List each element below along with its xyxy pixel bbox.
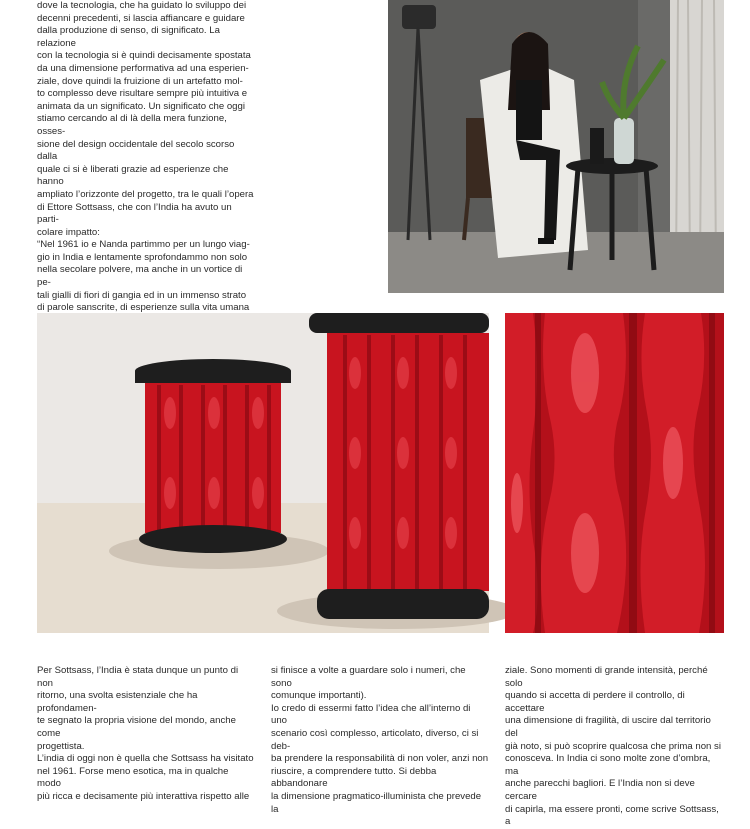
photo-closeup-illustration [505,313,724,633]
article-text-top: dove la tecnologia, che ha guidato lo sviluppo dei decenni precedenti, si lascia affiancare e guidare dalla produzione di senso, di significato. La relazione con la tecnologia si è quindi decisamente spostata da una dimensione performativa ad una esperien- ziale, dove quindi la fruizione di un artefatto mol- to complesso deve risultare sempre più intuitiva e animata da un significato. Un significato che oggi stiamo cercando al di là della mera funzione, osses- sione del design occidentale del secolo scorso dalla quale ci si è liberati grazie ad esperienze che hanno ampliato l’orizzonte del progetto, tra le quali l’opera di Ettore Sottsass, che con l’India ha avuto un parti- colare impatto: “Nel 1961 io e Nanda partimmo per un lungo viag- gio in India e lentamente sprofondammo non solo nella secolare polvere, ma anche in un vortice di pe- tali gialli di fiori di gangia ed in un immenso strato di parole sanscrite, di esperienze sulla vita umana [37,0,254,314]
article-text-column-1: Per Sottsass, l’India è stata dunque un punto di non ritorno, una svolta esistenziale che ha profondamen- te segnato la propria visione del mondo, anche come progettista. L’india di oggi non è quella che Sottsass ha visitato nel 1961. Forse meno esotica, ma in qualche modo più ricca e decisamente più interattiva rispetto alle [37,665,254,802]
photo-woman-illustration [388,0,724,293]
article-text-column-3: ziale. Sono momenti di grande intensità, perché solo quando si accetta di perdere il controllo, di accettare una dimensione di fragilità, di uscire dal territorio del già noto, si può scoprire qualcosa che prima non si conosceva. In India ci sono molte zone d’ombra, ma anche parecchi bagliori. E l’India non si deve cercare di capirla, ma essere pronti, come scrive Sottsass, a [505,665,721,828]
photo-red-stools [37,313,489,633]
photo-red-closeup [505,313,724,633]
article-text-column-2: si finisce a volte a guardare solo i numeri, che sono comunque importanti). Io credo di essermi fatto l’idea che all’interno di uno scenario così complesso, articolato, diverso, ci si deb- ba prendere la responsabilità di non voler, anzi non riuscire, a comprendere tutto. Si debba abbandonare la dimensione pragmatico-illuminista che prevede la [271,665,489,815]
photo-stools-illustration [37,313,489,633]
photo-woman-seated [388,0,724,293]
